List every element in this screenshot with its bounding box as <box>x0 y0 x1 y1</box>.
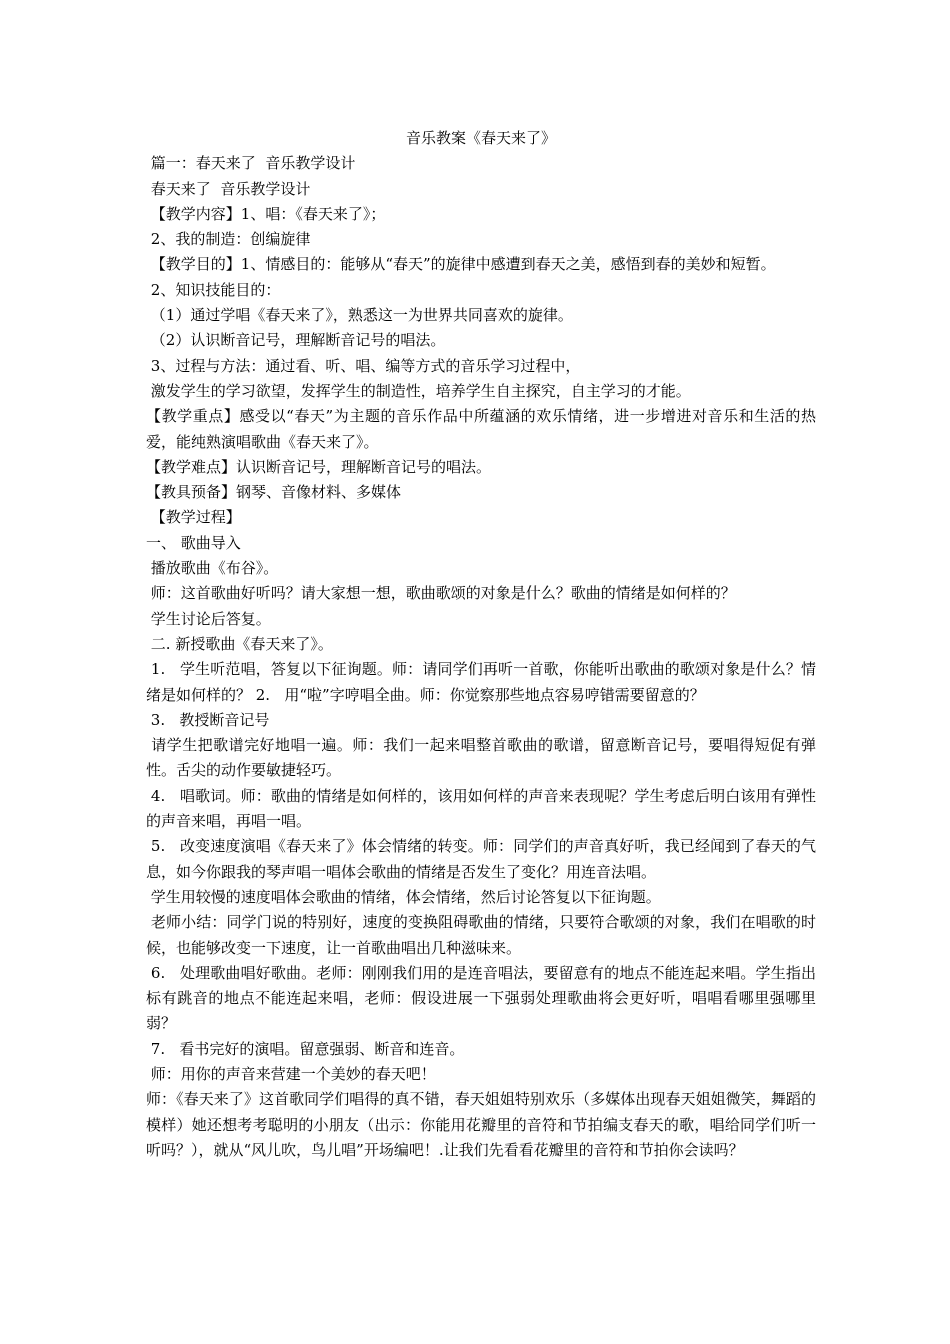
paragraph: 【教学目的】1、情感目的：能够从“春天”的旋律中感遭到春天之美，感悟到春的美妙和短暂。 <box>146 255 776 274</box>
paragraph: 3. 教授断音记号 <box>146 710 270 729</box>
paragraph: 【教学内容】1、唱：《春天来了》； <box>146 204 386 223</box>
paragraph: 学生讨论后答复。 <box>146 609 271 628</box>
paragraph: 4. 唱歌词。师：歌曲的情绪是如何样的，该用如何样的声音来表现呢？学生考虑后明白该用有弹性的声音来唱，再唱一唱。 <box>146 786 816 831</box>
paragraph: 【教具预备】钢琴、音像材料、多媒体 <box>146 483 402 502</box>
paragraph: 一、 歌曲导入 <box>146 533 241 552</box>
document-title: 音乐教案《春天来了》 <box>405 129 556 147</box>
paragraph: 篇一：春天来了 音乐教学设计 <box>146 154 356 173</box>
paragraph: 2、我的制造：创编旋律 <box>146 230 311 249</box>
paragraph: 7. 看书完好的演唱。留意强弱、断音和连音。 <box>146 1039 465 1058</box>
paragraph: 请学生把歌谱完好地唱一遍。师：我们一起来唱整首歌曲的歌谱，留意断音记号，要唱得短促有弹性。舌尖的动作要敏捷轻巧。 <box>146 736 816 780</box>
paragraph: （2）认识断音记号，理解断音记号的唱法。 <box>146 331 446 350</box>
paragraph: 6. 处理歌曲唱好歌曲。老师：刚刚我们用的是连音唱法，要留意有的地点不能连起来唱。学生指出标有跳音的地点不能连起来唱，老师：假设进展一下强弱处理歌曲将会更好听，唱唱看哪里强哪里弱？ <box>146 963 816 1033</box>
paragraph: 师：用你的声音来营建一个美妙的春天吧！ <box>146 1064 436 1083</box>
paragraph: 师：这首歌曲好听吗？请大家想一想，歌曲歌颂的对象是什么？歌曲的情绪是如何样的？ <box>146 584 736 603</box>
paragraph: 1. 学生听范唱，答复以下征询题。师：请同学们再听一首歌，你能听出歌曲的歌颂对象是什么？情绪是如何样的？ 2. 用“啦”字哼唱全曲。师：你觉察那些地点容易哼错需要留意的？ <box>146 660 816 704</box>
paragraph: 师：《春天来了》这首歌同学们唱得的真不错，春天姐姐特别欢乐（多媒体出现春天姐姐微笑，舞蹈的模样）她还想考考聪明的小朋友（出示：你能用花瓣里的音符和节拍编支春天的歌，唱给同学们听一听吗？），就从“风儿吹，鸟儿唱”开场编吧！.让我们先看看花瓣里的音符和节拍你会读吗？ <box>146 1090 816 1159</box>
paragraph: 播放歌曲《布谷》。 <box>146 559 279 578</box>
paragraph: 【教学重点】感受以“春天”为主题的音乐作品中所蕴涵的欢乐情绪，进一步增进对音乐和生活的热爱，能纯熟演唱歌曲《春天来了》。 <box>146 407 816 451</box>
paragraph: （1）通过学唱《春天来了》，熟悉这一为世界共同喜欢的旋律。 <box>146 306 573 325</box>
document-body <box>146 151 816 1163</box>
paragraph: 激发学生的学习欲望，发挥学生的制造性，培养学生自主探究，自主学习的才能。 <box>146 381 691 400</box>
paragraph: 5. 改变速度演唱《春天来了》体会情绪的转变。师：同学们的声音真好听，我已经闻到了春天的气息，如今你跟我的琴声唱一唱体会歌曲的情绪是否发生了变化？用连音法唱。 <box>146 837 816 881</box>
paragraph: 【教学难点】认识断音记号，理解断音记号的唱法。 <box>146 457 492 476</box>
paragraph: 3、过程与方法：通过看、听、唱、编等方式的音乐学习过程中， <box>146 356 581 375</box>
paragraph: 学生用较慢的速度唱体会歌曲的情绪，体会情绪，然后讨论答复以下征询题。 <box>146 887 661 906</box>
paragraph: 2、知识技能目的： <box>146 280 281 299</box>
paragraph: 【教学过程】 <box>146 508 241 527</box>
document-page <box>146 126 816 1163</box>
paragraph: 春天来了 音乐教学设计 <box>146 179 311 198</box>
paragraph: 老师小结：同学门说的特别好，速度的变换阻碍歌曲的情绪，只要符合歌颂的对象，我们在唱歌的时候，也能够改变一下速度，让一首歌曲唱出几种滋味来。 <box>146 913 816 957</box>
paragraph: 二. 新授歌曲《春天来了》。 <box>146 634 333 653</box>
